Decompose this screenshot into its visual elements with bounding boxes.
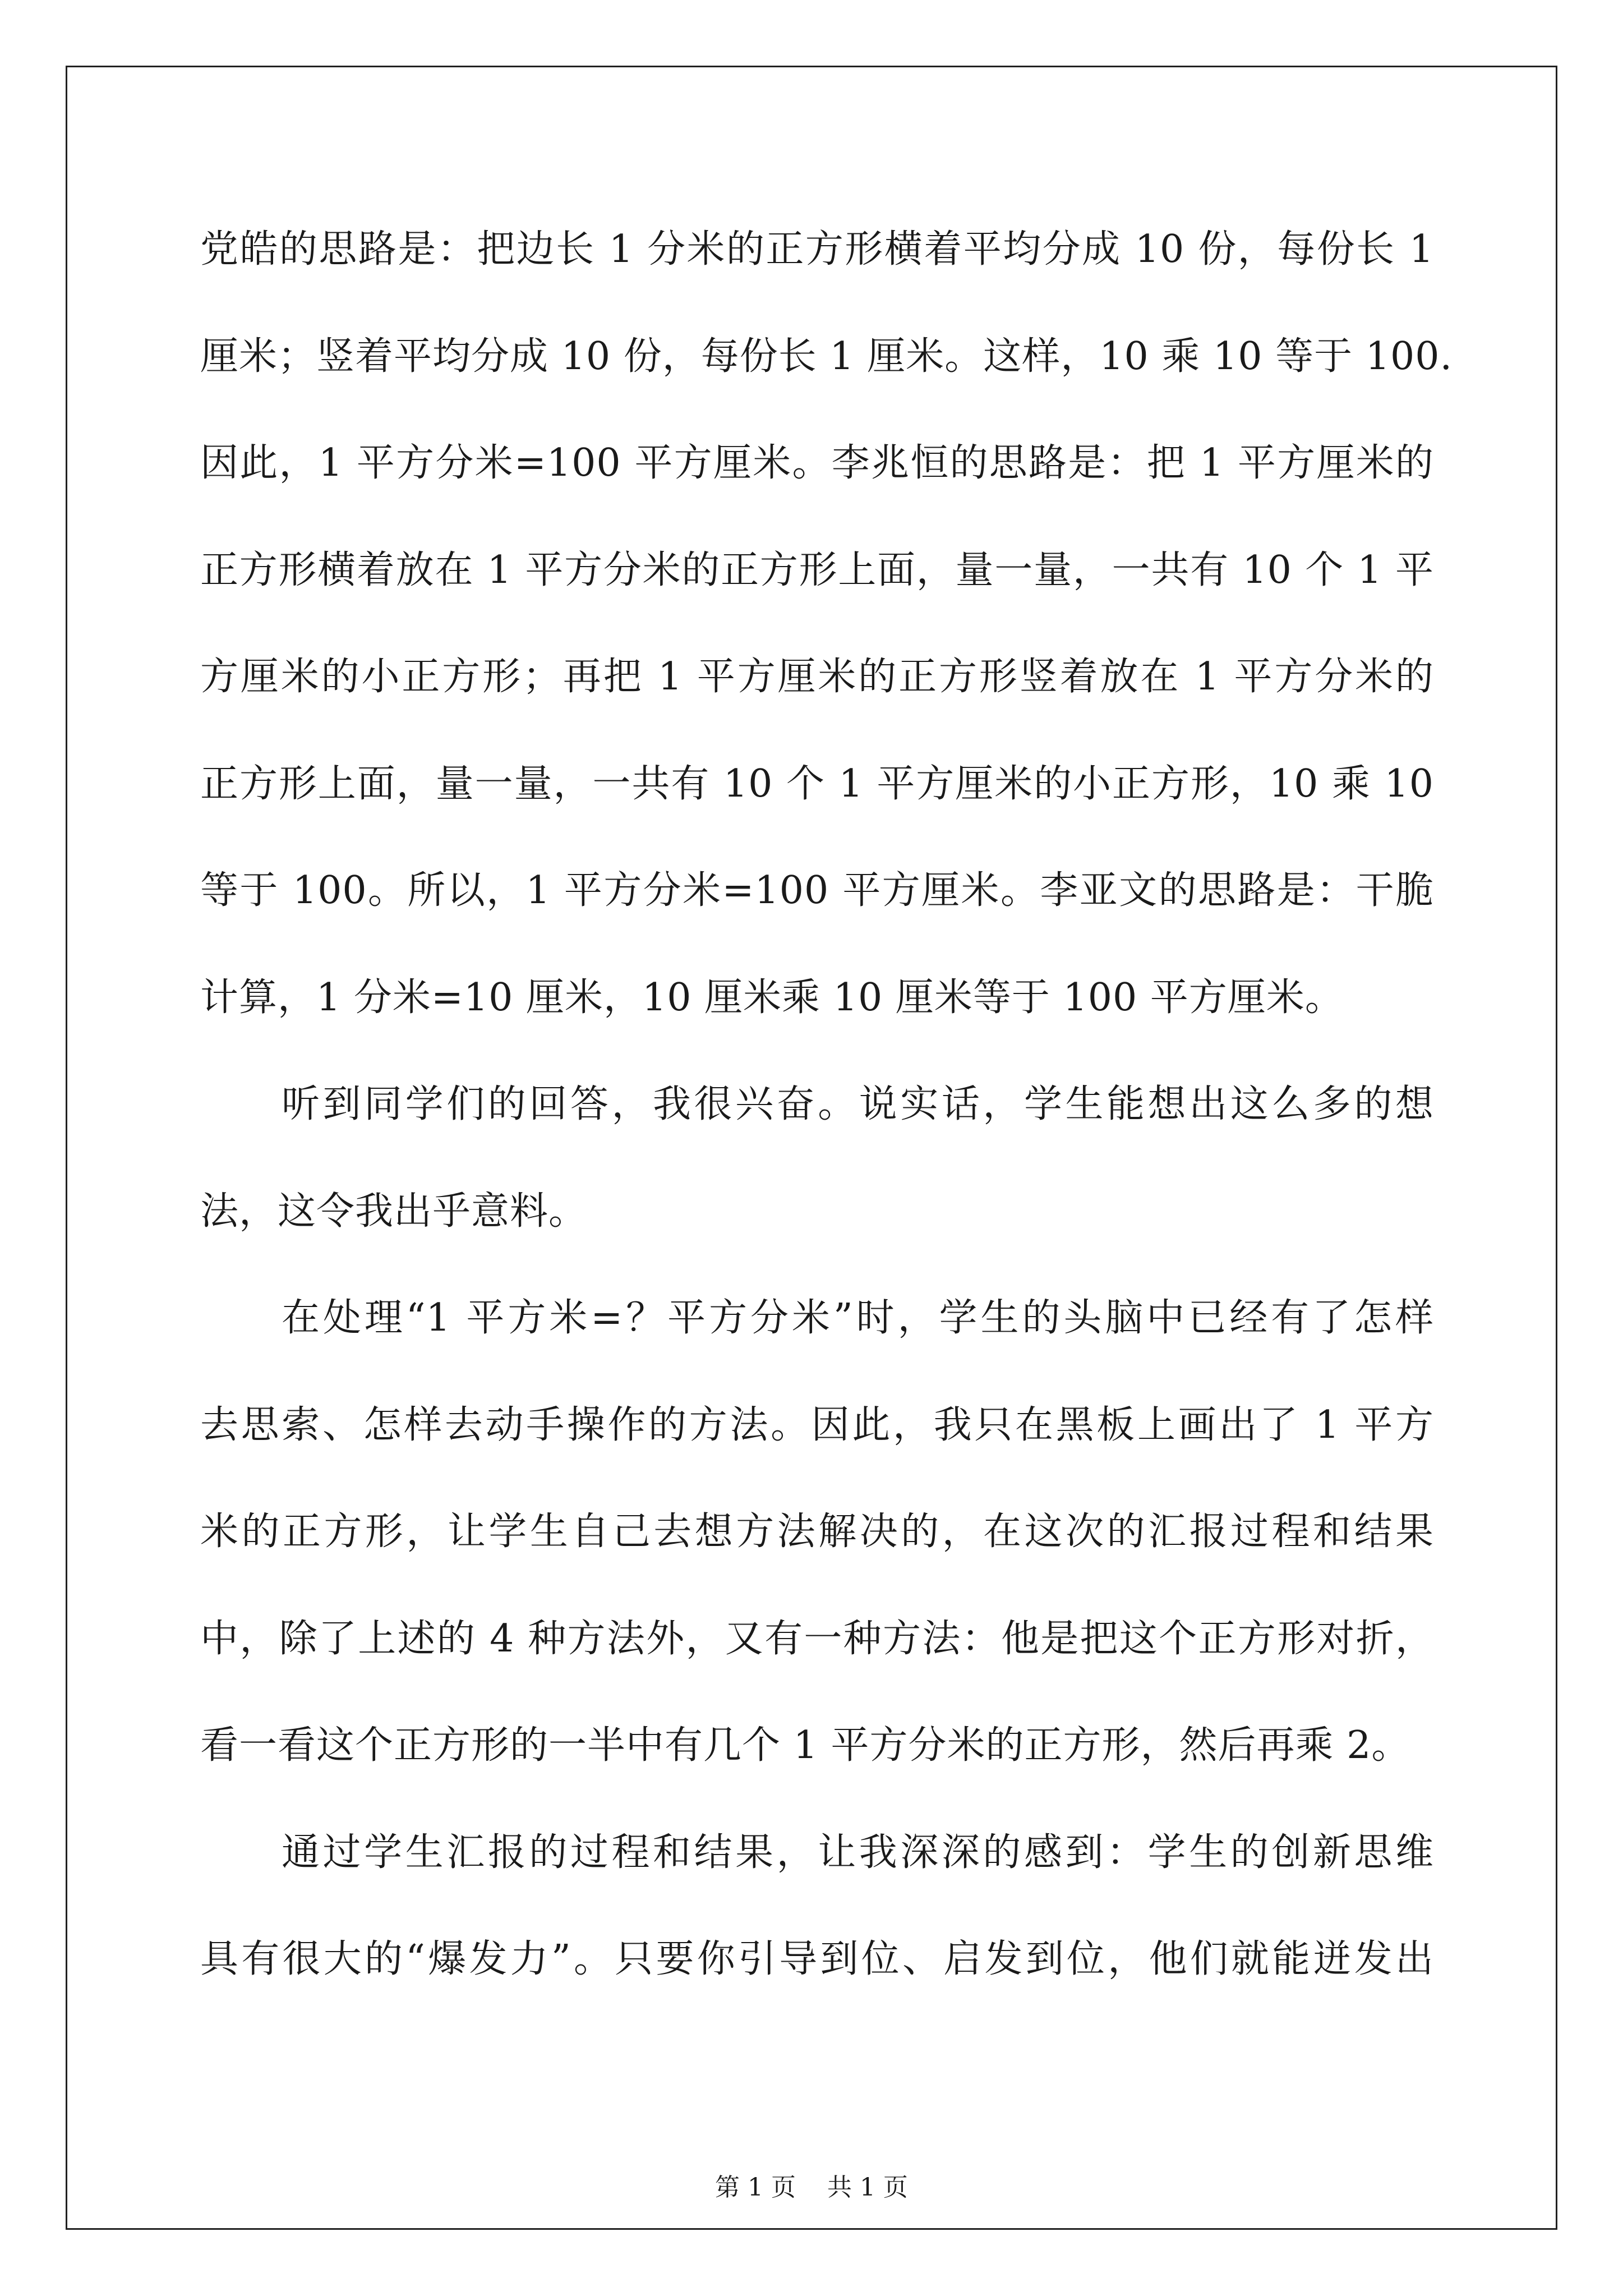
text-line-4: 正方形横着放在 1 平方分米的正方形上面，量一量，一共有 10 个 1 平 [200,547,1434,592]
text-line-15: 看一看这个正方形的一半中有几个 1 平方分米的正方形，然后再乘 2。 [200,1723,1410,1768]
text-line-12: 去思索、怎样去动手操作的方法。因此，我只在黑板上画出了 1 平方 [200,1402,1434,1447]
text-line-10: 法，这令我出乎意料。 [200,1189,588,1234]
text-line-1: 党皓的思路是：把边长 1 分米的正方形横着平均分成 10 份，每份长 1 [200,227,1434,272]
text-line-7: 等于 100。所以，1 平方分米=100 平方厘米。李亚文的思路是：干脆 [200,868,1434,913]
document-body [200,216,1453,2033]
text-line-8: 计算，1 分米=10 厘米，10 厘米乘 10 厘米等于 100 平方厘米。 [200,975,1344,1020]
text-line-13: 米的正方形，让学生自己去想方法解决的，在这次的汇报过程和结果 [200,1510,1434,1554]
page-footer: 第 1 页 共 1 页 [715,2173,908,2202]
text-line-14: 中，除了上述的 4 种方法外，又有一种方法：他是把这个正方形对折， [200,1616,1434,1661]
text-line-17: 具有很大的“爆发力”。只要你引导到位、启发到位，他们就能迸发出 [200,1937,1434,1981]
text-line-6: 正方形上面，量一量，一共有 10 个 1 平方厘米的小正方形，10 乘 10 [200,761,1434,806]
text-line-16: 通过学生汇报的过程和结果，让我深深的感到：学生的创新思维 [282,1830,1434,1875]
text-line-2: 厘米；竖着平均分成 10 份，每份长 1 厘米。这样，10 乘 10 等于 100. [200,334,1453,379]
text-line-11: 在处理“1 平方米=？平方分米”时，学生的头脑中已经有了怎样 [282,1296,1434,1340]
text-line-5: 方厘米的小正方形；再把 1 平方厘米的正方形竖着放在 1 平方分米的 [200,655,1434,699]
text-line-9: 听到同学们的回答，我很兴奋。说实话，学生能想出这么多的想 [282,1082,1434,1126]
text-line-3: 因此，1 平方分米=100 平方厘米。李兆恒的思路是：把 1 平方厘米的 [200,441,1434,485]
